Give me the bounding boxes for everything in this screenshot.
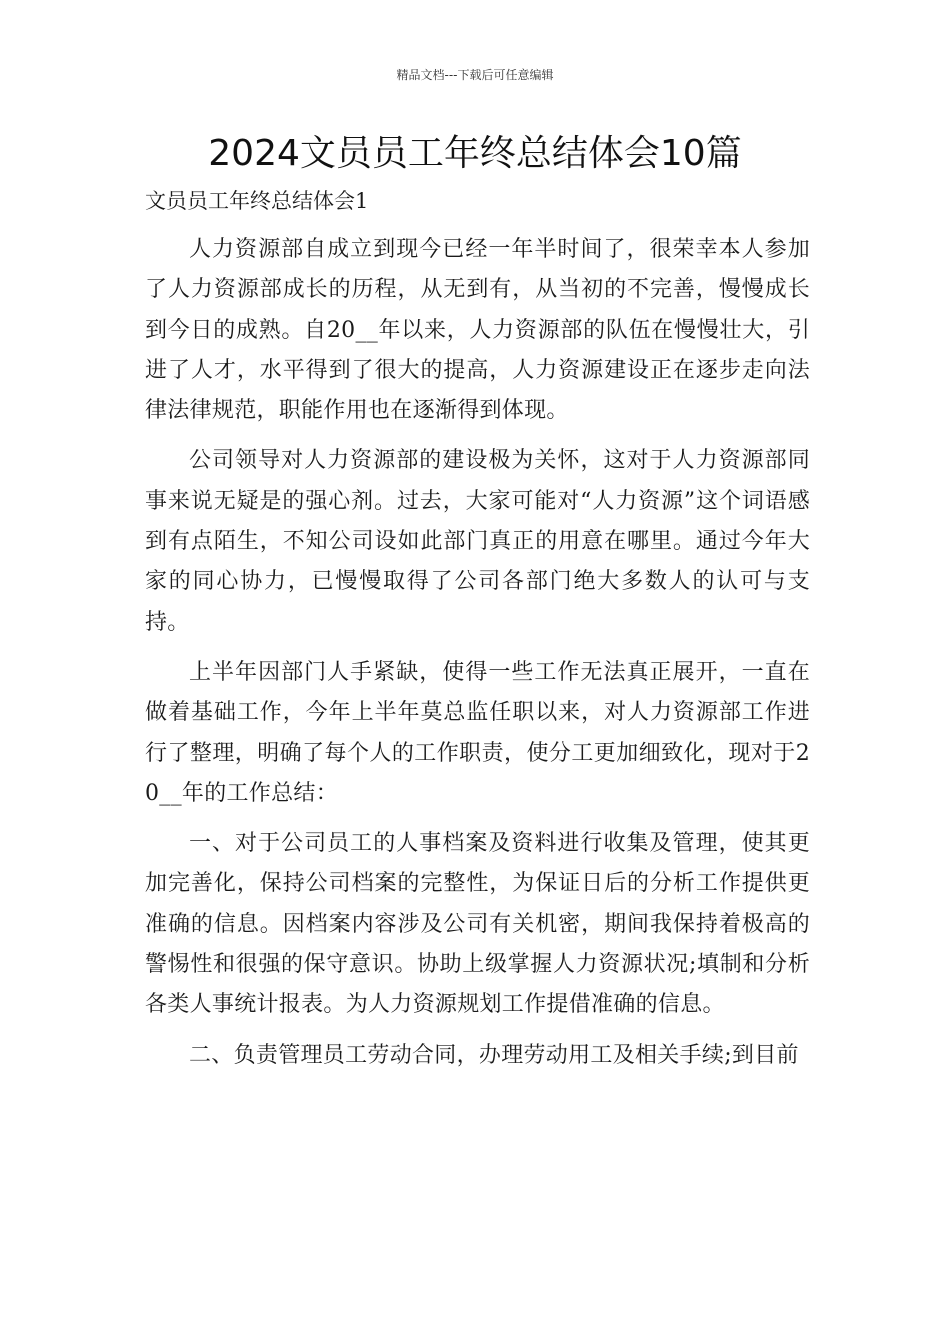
paragraph: 二、负责管理员工劳动合同，办理劳动用工及相关手续;到目前	[189, 1042, 799, 1068]
paragraph: 公司领导对人力资源部的建设极为关怀，这对于人力资源部同事来说无疑是的强心剂。过去，大家可能对“人力资源”这个词语感到有点陌生，不知公司设如此部门真正的用意在哪里。通过今年大家的同心协力，已慢慢取得了公司各部门绝大多数人的认可与支持。	[145, 448, 810, 635]
document-body	[145, 230, 810, 1086]
paragraph: 上半年因部门人手紧缺，使得一些工作无法真正展开，一直在做着基础工作，今年上半年莫总监任职以来，对人力资源部工作进行了整理，明确了每个人的工作职责，使分工更加细致化，现对于20__年的工作总结：	[145, 659, 810, 806]
paragraph: 人力资源部自成立到现今已经一年半时间了，很荣幸本人参加了人力资源部成长的历程，从无到有，从当初的不完善，慢慢成长到今日的成熟。自20__年以来，人力资源部的队伍在慢慢壮大，引进了人才，水平得到了很大的提高，人力资源建设正在逐步走向法律法律规范，职能作用也在逐渐得到体现。	[145, 237, 810, 424]
document-title: 2024文员员工年终总结体会10篇	[208, 133, 742, 174]
header-note: 精品文档---下载后可任意编辑	[396, 68, 554, 82]
section-heading: 文员员工年终总结体会1	[145, 189, 369, 213]
paragraph: 一、对于公司员工的人事档案及资料进行收集及管理，使其更加完善化，保持公司档案的完整性，为保证日后的分析工作提供更准确的信息。因档案内容涉及公司有关机密，期间我保持着极高的警惕性和很强的保守意识。协助上级掌握人力资源状况;填制和分析各类人事统计报表。为人力资源规划工作提借准确的信息。	[145, 831, 810, 1018]
